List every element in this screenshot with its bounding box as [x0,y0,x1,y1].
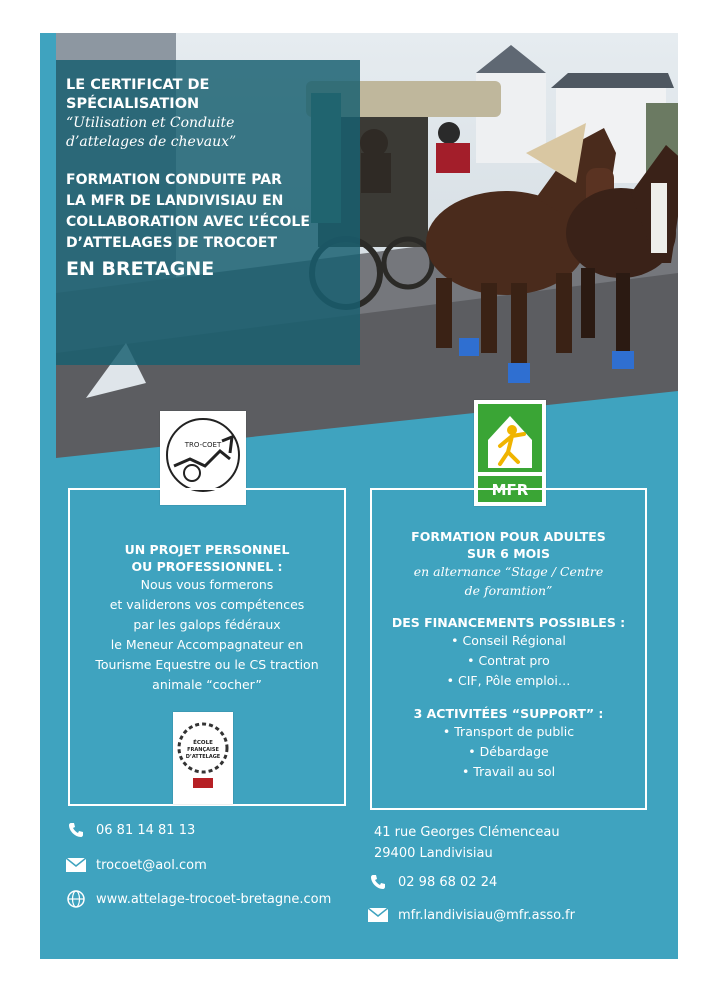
mfr-address-line2: 29400 Landivisiau [374,846,493,861]
activity-item: • Débardage [468,744,549,759]
training-heading-line2: SUR 6 MOIS [467,546,550,561]
ecole-logo-line2: FRANÇAISE [187,747,219,753]
ecole-francaise-attelage-logo [173,712,233,804]
training-heading-line1: FORMATION POUR ADULTES [411,529,606,544]
mfr-logo-text: MFR [491,481,529,499]
trocoet-logo-text: TRO-COET [184,441,222,449]
headline-body [66,170,360,254]
activity-item: • Travail au sol [461,764,556,779]
trocoet-email-text: trocoet@aol.com [96,857,207,873]
project-heading-line2: OU PROFESSIONNEL : [131,559,283,574]
headline-body-line1: FORMATION CONDUITE PAR [66,172,282,188]
project-text-line6: animale “cocher” [152,677,262,692]
certificate-title-line1: LE CERTIFICAT DE [66,77,210,93]
headline-body-line2: LA MFR DE LANDIVISIAU EN [66,193,284,209]
phone-icon [66,822,86,838]
mfr-phone[interactable] [368,874,497,890]
project-text-line2: et validerons vos compétences [109,597,305,612]
mfr-phone-text: 02 98 68 02 24 [398,874,498,890]
certificate-subtitle-line2: d’attelages de chevaux” [66,134,237,150]
activity-item: • Transport de public [442,724,575,739]
headline-body-line3: COLLABORATION AVEC L’ÉCOLE [66,214,310,230]
financing-heading: DES FINANCEMENTS POSSIBLES : [391,615,626,630]
trocoet-email[interactable] [66,857,207,873]
trocoet-website-text: www.attelage-trocoet-bretagne.com [96,891,332,907]
certificate-subtitle-line1: “Utilisation et Conduite [66,115,235,131]
financing-item: • CIF, Pôle emploi… [446,673,571,688]
ecole-logo-line3: D’ATTELAGE [185,754,221,760]
flyer [40,33,678,959]
project-text-line5: Tourisme Equestre ou le CS traction [95,657,319,672]
mfr-email-text: mfr.landivisiau@mfr.asso.fr [398,907,575,923]
envelope-icon [368,907,388,923]
headline-panel [56,60,360,365]
project-heading-line1: UN PROJET PERSONNEL [124,542,290,557]
ecole-logo-line1: ÉCOLE [193,740,213,746]
headline-region: EN BRETAGNE [66,258,215,280]
training-italic-line1: en alternance “Stage / Centre [413,564,604,579]
envelope-icon [66,857,86,873]
financing-item: • Conseil Régional [451,633,566,648]
trocoet-website[interactable] [66,891,331,907]
training-italic-line2: de foramtion” [464,583,553,598]
activities-heading: 3 ACTIVITÉES “SUPPORT” : [413,706,604,721]
project-text-line3: par les galops fédéraux [133,617,281,632]
trocoet-phone-text: 06 81 14 81 13 [96,822,196,838]
mfr-address-line1: 41 rue Georges Clémenceau [374,825,560,840]
mfr-email[interactable] [368,907,575,923]
training-card [370,488,647,810]
headline-body-line4: D’ATTELAGES DE TROCOET [66,235,278,251]
project-text-line1: Nous vous formerons [140,577,274,592]
trocoet-phone[interactable] [66,822,195,838]
mfr-address [374,822,560,864]
financing-item: • Contrat pro [467,653,550,668]
certificate-title-line2: SPÉCIALISATION [66,96,200,112]
phone-icon [368,874,388,890]
globe-icon [66,891,86,907]
project-text-line4: le Meneur Accompagnateur en [110,637,304,652]
